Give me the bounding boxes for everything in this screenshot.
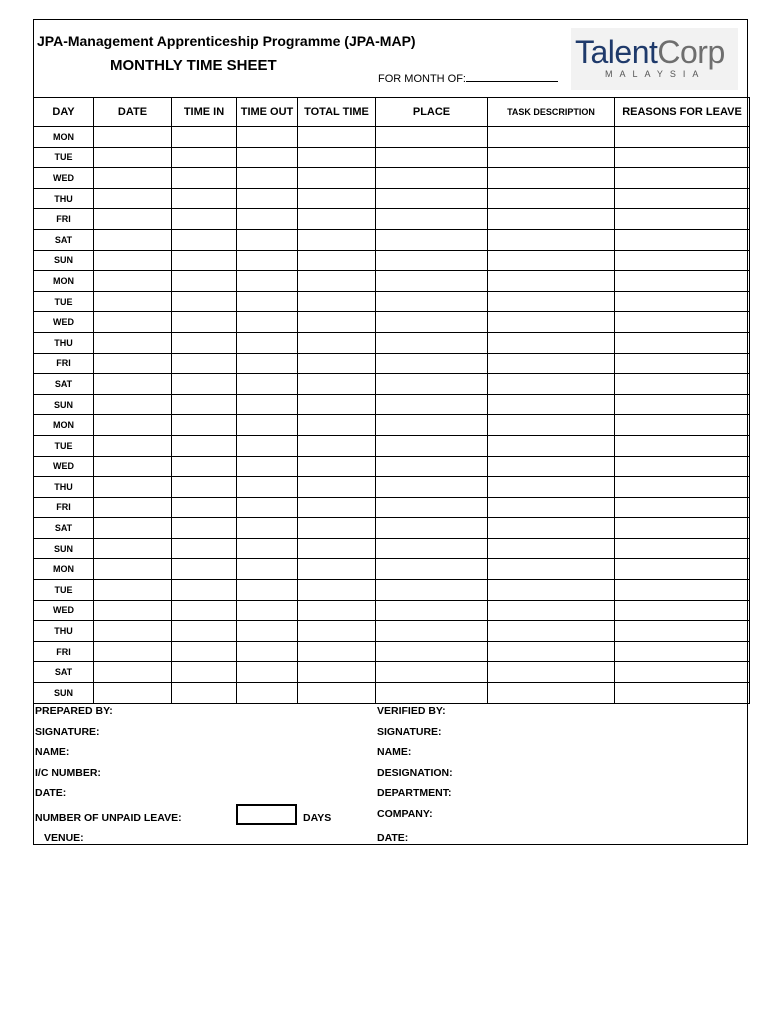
day-cell: TUE — [34, 291, 94, 312]
day-cell: FRI — [34, 497, 94, 518]
time-out-cell[interactable] — [237, 188, 298, 209]
reasons-for-leave-cell[interactable] — [615, 559, 750, 580]
day-cell: FRI — [34, 641, 94, 662]
unpaid-leave-input[interactable] — [236, 804, 297, 825]
column-header-day: DAY — [34, 98, 94, 127]
table-row — [34, 353, 750, 374]
table-row — [34, 518, 750, 539]
task-description-cell[interactable] — [488, 374, 615, 395]
time-out-cell[interactable] — [237, 600, 298, 621]
task-description-cell[interactable] — [488, 497, 615, 518]
place-cell[interactable] — [376, 497, 488, 518]
day-cell: SUN — [34, 538, 94, 559]
task-description-cell[interactable] — [488, 477, 615, 498]
place-cell[interactable] — [376, 435, 488, 456]
total-time-cell[interactable] — [298, 518, 376, 539]
time-in-cell[interactable] — [172, 332, 237, 353]
task-description-cell[interactable] — [488, 127, 615, 148]
place-cell[interactable] — [376, 683, 488, 704]
place-cell[interactable] — [376, 209, 488, 230]
form-header — [34, 20, 747, 98]
place-cell[interactable] — [376, 477, 488, 498]
verified-by-label: VERIFIED BY: — [377, 705, 446, 717]
date-cell[interactable] — [94, 271, 172, 292]
reasons-for-leave-cell[interactable] — [615, 209, 750, 230]
place-cell[interactable] — [376, 580, 488, 601]
time-out-cell[interactable] — [237, 662, 298, 683]
total-time-cell[interactable] — [298, 580, 376, 601]
reasons-for-leave-cell[interactable] — [615, 394, 750, 415]
place-cell[interactable] — [376, 641, 488, 662]
date-cell[interactable] — [94, 683, 172, 704]
total-time-cell[interactable] — [298, 250, 376, 271]
month-field[interactable] — [378, 71, 558, 85]
reasons-for-leave-cell[interactable] — [615, 538, 750, 559]
venue-label: VENUE: — [44, 832, 84, 844]
place-cell[interactable] — [376, 127, 488, 148]
task-description-cell[interactable] — [488, 641, 615, 662]
time-in-cell[interactable] — [172, 683, 237, 704]
time-in-cell[interactable] — [172, 435, 237, 456]
day-cell: TUE — [34, 580, 94, 601]
time-in-cell[interactable] — [172, 580, 237, 601]
date-cell[interactable] — [94, 209, 172, 230]
time-out-cell[interactable] — [237, 209, 298, 230]
table-header-row — [34, 98, 750, 127]
day-cell: THU — [34, 621, 94, 642]
total-time-cell[interactable] — [298, 332, 376, 353]
task-description-cell[interactable] — [488, 209, 615, 230]
time-in-cell[interactable] — [172, 291, 237, 312]
place-cell[interactable] — [376, 188, 488, 209]
date-cell[interactable] — [94, 580, 172, 601]
designation-label: DESIGNATION: — [377, 767, 453, 779]
company-label: COMPANY: — [377, 808, 433, 820]
time-in-cell[interactable] — [172, 374, 237, 395]
place-cell[interactable] — [376, 662, 488, 683]
date-cell[interactable] — [94, 600, 172, 621]
day-cell: SAT — [34, 229, 94, 250]
table-row — [34, 229, 750, 250]
date-cell[interactable] — [94, 291, 172, 312]
month-blank-line[interactable] — [466, 71, 558, 82]
date-cell[interactable] — [94, 188, 172, 209]
time-out-cell[interactable] — [237, 312, 298, 333]
reasons-for-leave-cell[interactable] — [615, 600, 750, 621]
reasons-for-leave-cell[interactable] — [615, 374, 750, 395]
time-in-cell[interactable] — [172, 229, 237, 250]
time-in-cell[interactable] — [172, 188, 237, 209]
task-description-cell[interactable] — [488, 168, 615, 189]
total-time-cell[interactable] — [298, 229, 376, 250]
form-footer — [34, 704, 747, 845]
day-cell: THU — [34, 477, 94, 498]
time-in-cell[interactable] — [172, 271, 237, 292]
reasons-for-leave-cell[interactable] — [615, 353, 750, 374]
column-header-time-in: TIME IN — [172, 98, 237, 127]
time-out-cell[interactable] — [237, 538, 298, 559]
total-time-cell[interactable] — [298, 374, 376, 395]
time-in-cell[interactable] — [172, 662, 237, 683]
date-cell[interactable] — [94, 641, 172, 662]
month-label: FOR MONTH OF: — [378, 73, 466, 85]
place-cell[interactable] — [376, 559, 488, 580]
time-out-cell[interactable] — [237, 477, 298, 498]
table-row — [34, 374, 750, 395]
place-cell[interactable] — [376, 518, 488, 539]
task-description-cell[interactable] — [488, 415, 615, 436]
date-cell[interactable] — [94, 456, 172, 477]
date-left-label: DATE: — [35, 787, 67, 799]
table-row — [34, 641, 750, 662]
document-title: MONTHLY TIME SHEET — [110, 57, 277, 74]
total-time-cell[interactable] — [298, 209, 376, 230]
place-cell[interactable] — [376, 394, 488, 415]
table-row — [34, 456, 750, 477]
time-in-cell[interactable] — [172, 394, 237, 415]
time-sheet-form — [33, 19, 748, 845]
task-description-cell[interactable] — [488, 312, 615, 333]
date-cell[interactable] — [94, 538, 172, 559]
day-cell: MON — [34, 559, 94, 580]
date-cell[interactable] — [94, 559, 172, 580]
time-out-cell[interactable] — [237, 497, 298, 518]
total-time-cell[interactable] — [298, 271, 376, 292]
time-in-cell[interactable] — [172, 250, 237, 271]
column-header-task-description: TASK DESCRIPTION — [488, 98, 615, 127]
table-row — [34, 332, 750, 353]
task-description-cell[interactable] — [488, 250, 615, 271]
total-time-cell[interactable] — [298, 147, 376, 168]
place-cell[interactable] — [376, 271, 488, 292]
table-row — [34, 580, 750, 601]
day-cell: SAT — [34, 374, 94, 395]
time-in-cell[interactable] — [172, 147, 237, 168]
time-in-cell[interactable] — [172, 600, 237, 621]
column-header-date: DATE — [94, 98, 172, 127]
date-cell[interactable] — [94, 394, 172, 415]
time-in-cell[interactable] — [172, 538, 237, 559]
table-row — [34, 621, 750, 642]
date-cell[interactable] — [94, 374, 172, 395]
total-time-cell[interactable] — [298, 415, 376, 436]
time-out-cell[interactable] — [237, 415, 298, 436]
date-cell[interactable] — [94, 353, 172, 374]
day-cell: MON — [34, 415, 94, 436]
date-cell[interactable] — [94, 127, 172, 148]
total-time-cell[interactable] — [298, 435, 376, 456]
date-cell[interactable] — [94, 621, 172, 642]
column-header-time-out: TIME OUT — [237, 98, 298, 127]
day-cell: WED — [34, 600, 94, 621]
day-cell: THU — [34, 188, 94, 209]
time-out-cell[interactable] — [237, 250, 298, 271]
reasons-for-leave-cell[interactable] — [615, 415, 750, 436]
place-cell[interactable] — [376, 147, 488, 168]
place-cell[interactable] — [376, 250, 488, 271]
day-cell: FRI — [34, 353, 94, 374]
date-cell[interactable] — [94, 332, 172, 353]
day-cell: SAT — [34, 518, 94, 539]
date-cell[interactable] — [94, 312, 172, 333]
time-in-cell[interactable] — [172, 621, 237, 642]
place-cell[interactable] — [376, 312, 488, 333]
logo-subtitle: MALAYSIA — [605, 69, 706, 79]
reasons-for-leave-cell[interactable] — [615, 312, 750, 333]
reasons-for-leave-cell[interactable] — [615, 662, 750, 683]
day-cell: TUE — [34, 435, 94, 456]
total-time-cell[interactable] — [298, 621, 376, 642]
days-label: DAYS — [303, 812, 332, 824]
total-time-cell[interactable] — [298, 353, 376, 374]
time-out-cell[interactable] — [237, 580, 298, 601]
signature-left-label: SIGNATURE: — [35, 726, 100, 738]
time-in-cell[interactable] — [172, 477, 237, 498]
task-description-cell[interactable] — [488, 456, 615, 477]
date-cell[interactable] — [94, 250, 172, 271]
reasons-for-leave-cell[interactable] — [615, 127, 750, 148]
time-in-cell[interactable] — [172, 312, 237, 333]
task-description-cell[interactable] — [488, 332, 615, 353]
task-description-cell[interactable] — [488, 559, 615, 580]
programme-title: JPA-Management Apprenticeship Programme (JPA-MAP) — [37, 33, 416, 49]
time-out-cell[interactable] — [237, 147, 298, 168]
day-cell: WED — [34, 456, 94, 477]
talentcorp-logo — [571, 28, 738, 90]
total-time-cell[interactable] — [298, 394, 376, 415]
task-description-cell[interactable] — [488, 683, 615, 704]
time-in-cell[interactable] — [172, 456, 237, 477]
table-row — [34, 415, 750, 436]
table-row — [34, 209, 750, 230]
time-out-cell[interactable] — [237, 456, 298, 477]
place-cell[interactable] — [376, 374, 488, 395]
time-out-cell[interactable] — [237, 394, 298, 415]
task-description-cell[interactable] — [488, 580, 615, 601]
reasons-for-leave-cell[interactable] — [615, 621, 750, 642]
reasons-for-leave-cell[interactable] — [615, 435, 750, 456]
time-out-cell[interactable] — [237, 127, 298, 148]
total-time-cell[interactable] — [298, 188, 376, 209]
table-row — [34, 271, 750, 292]
task-description-cell[interactable] — [488, 662, 615, 683]
time-out-cell[interactable] — [237, 435, 298, 456]
table-row — [34, 559, 750, 580]
timesheet-table — [33, 97, 750, 704]
table-row — [34, 250, 750, 271]
task-description-cell[interactable] — [488, 394, 615, 415]
timesheet-body — [34, 127, 750, 704]
place-cell[interactable] — [376, 600, 488, 621]
task-description-cell[interactable] — [488, 271, 615, 292]
place-cell[interactable] — [376, 168, 488, 189]
unpaid-leave-label: NUMBER OF UNPAID LEAVE: — [35, 812, 182, 824]
column-header-reasons-for-leave: REASONS FOR LEAVE — [615, 98, 750, 127]
time-in-cell[interactable] — [172, 353, 237, 374]
time-out-cell[interactable] — [237, 271, 298, 292]
time-out-cell[interactable] — [237, 374, 298, 395]
place-cell[interactable] — [376, 229, 488, 250]
reasons-for-leave-cell[interactable] — [615, 188, 750, 209]
day-cell: FRI — [34, 209, 94, 230]
table-row — [34, 168, 750, 189]
time-in-cell[interactable] — [172, 127, 237, 148]
time-out-cell[interactable] — [237, 683, 298, 704]
department-label: DEPARTMENT: — [377, 787, 452, 799]
day-cell: MON — [34, 127, 94, 148]
reasons-for-leave-cell[interactable] — [615, 168, 750, 189]
task-description-cell[interactable] — [488, 229, 615, 250]
total-time-cell[interactable] — [298, 127, 376, 148]
time-out-cell[interactable] — [237, 518, 298, 539]
column-header-place: PLACE — [376, 98, 488, 127]
signature-right-label: SIGNATURE: — [377, 726, 442, 738]
table-row — [34, 538, 750, 559]
time-out-cell[interactable] — [237, 353, 298, 374]
date-cell[interactable] — [94, 518, 172, 539]
date-cell[interactable] — [94, 168, 172, 189]
total-time-cell[interactable] — [298, 291, 376, 312]
time-in-cell[interactable] — [172, 518, 237, 539]
day-cell: SUN — [34, 394, 94, 415]
day-cell: THU — [34, 332, 94, 353]
reasons-for-leave-cell[interactable] — [615, 497, 750, 518]
reasons-for-leave-cell[interactable] — [615, 580, 750, 601]
ic-number-label: I/C NUMBER: — [35, 767, 101, 779]
reasons-for-leave-cell[interactable] — [615, 229, 750, 250]
logo-wordmark: TalentCorp — [575, 34, 725, 70]
reasons-for-leave-cell[interactable] — [615, 291, 750, 312]
time-out-cell[interactable] — [237, 559, 298, 580]
table-row — [34, 394, 750, 415]
day-cell: SAT — [34, 662, 94, 683]
place-cell[interactable] — [376, 538, 488, 559]
place-cell[interactable] — [376, 332, 488, 353]
total-time-cell[interactable] — [298, 456, 376, 477]
total-time-cell[interactable] — [298, 312, 376, 333]
total-time-cell[interactable] — [298, 497, 376, 518]
day-cell: WED — [34, 168, 94, 189]
table-row — [34, 497, 750, 518]
total-time-cell[interactable] — [298, 477, 376, 498]
date-cell[interactable] — [94, 497, 172, 518]
time-in-cell[interactable] — [172, 415, 237, 436]
total-time-cell[interactable] — [298, 168, 376, 189]
date-cell[interactable] — [94, 415, 172, 436]
time-out-cell[interactable] — [237, 641, 298, 662]
table-row — [34, 147, 750, 168]
place-cell[interactable] — [376, 353, 488, 374]
reasons-for-leave-cell[interactable] — [615, 250, 750, 271]
reasons-for-leave-cell[interactable] — [615, 271, 750, 292]
time-out-cell[interactable] — [237, 168, 298, 189]
reasons-for-leave-cell[interactable] — [615, 641, 750, 662]
table-row — [34, 188, 750, 209]
total-time-cell[interactable] — [298, 662, 376, 683]
task-description-cell[interactable] — [488, 435, 615, 456]
time-in-cell[interactable] — [172, 641, 237, 662]
task-description-cell[interactable] — [488, 538, 615, 559]
task-description-cell[interactable] — [488, 147, 615, 168]
table-row — [34, 662, 750, 683]
column-header-total-time: TOTAL TIME — [298, 98, 376, 127]
table-row — [34, 312, 750, 333]
reasons-for-leave-cell[interactable] — [615, 456, 750, 477]
place-cell[interactable] — [376, 456, 488, 477]
day-cell: SUN — [34, 250, 94, 271]
task-description-cell[interactable] — [488, 291, 615, 312]
total-time-cell[interactable] — [298, 683, 376, 704]
date-right-label: DATE: — [377, 832, 409, 844]
name-left-label: NAME: — [35, 746, 70, 758]
total-time-cell[interactable] — [298, 559, 376, 580]
task-description-cell[interactable] — [488, 600, 615, 621]
task-description-cell[interactable] — [488, 353, 615, 374]
total-time-cell[interactable] — [298, 538, 376, 559]
time-in-cell[interactable] — [172, 168, 237, 189]
time-out-cell[interactable] — [237, 332, 298, 353]
table-row — [34, 127, 750, 148]
reasons-for-leave-cell[interactable] — [615, 477, 750, 498]
place-cell[interactable] — [376, 415, 488, 436]
day-cell: TUE — [34, 147, 94, 168]
table-row — [34, 291, 750, 312]
date-cell[interactable] — [94, 435, 172, 456]
total-time-cell[interactable] — [298, 641, 376, 662]
task-description-cell[interactable] — [488, 621, 615, 642]
time-in-cell[interactable] — [172, 497, 237, 518]
date-cell[interactable] — [94, 662, 172, 683]
place-cell[interactable] — [376, 291, 488, 312]
date-cell[interactable] — [94, 147, 172, 168]
time-out-cell[interactable] — [237, 291, 298, 312]
reasons-for-leave-cell[interactable] — [615, 683, 750, 704]
place-cell[interactable] — [376, 621, 488, 642]
date-cell[interactable] — [94, 477, 172, 498]
reasons-for-leave-cell[interactable] — [615, 332, 750, 353]
task-description-cell[interactable] — [488, 188, 615, 209]
table-row — [34, 600, 750, 621]
reasons-for-leave-cell[interactable] — [615, 147, 750, 168]
reasons-for-leave-cell[interactable] — [615, 518, 750, 539]
name-right-label: NAME: — [377, 746, 412, 758]
table-row — [34, 435, 750, 456]
task-description-cell[interactable] — [488, 518, 615, 539]
day-cell: SUN — [34, 683, 94, 704]
total-time-cell[interactable] — [298, 600, 376, 621]
date-cell[interactable] — [94, 229, 172, 250]
time-out-cell[interactable] — [237, 229, 298, 250]
table-row — [34, 683, 750, 704]
day-cell: WED — [34, 312, 94, 333]
table-row — [34, 477, 750, 498]
day-cell: MON — [34, 271, 94, 292]
prepared-by-label: PREPARED BY: — [35, 705, 113, 717]
time-in-cell[interactable] — [172, 559, 237, 580]
time-out-cell[interactable] — [237, 621, 298, 642]
time-in-cell[interactable] — [172, 209, 237, 230]
